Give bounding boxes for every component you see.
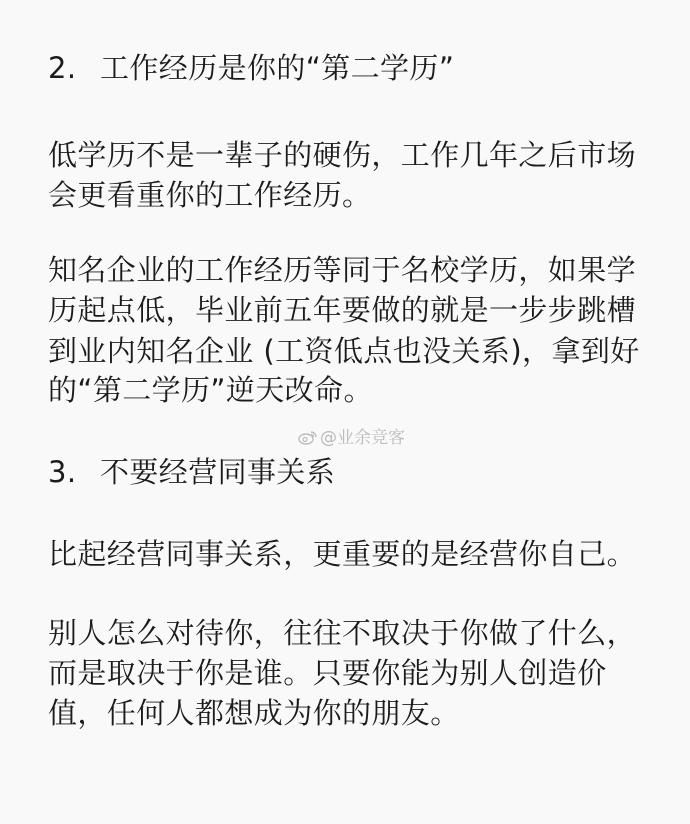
paragraph-line: 值，任何人都想成为你的朋友。 <box>48 696 460 730</box>
section-number: 2. <box>48 51 77 85</box>
section-number: 3. <box>48 455 77 489</box>
section-title: 工作经历是你的“第二学历” <box>100 51 455 85</box>
watermark-text: @业余竞客 <box>320 428 405 448</box>
paragraph-line: 到业内知名企业 (工资低点也没关系)，拿到好 <box>48 334 640 368</box>
section-heading <box>48 452 335 492</box>
paragraph-line: 而是取决于你是谁。只要你能为别人创造价 <box>48 656 607 690</box>
weibo-icon <box>298 428 318 444</box>
section-title: 不要经营同事关系 <box>100 455 336 489</box>
section-heading <box>48 48 454 88</box>
paragraph-line: 会更看重你的工作经历。 <box>48 178 372 212</box>
paragraph-line: 低学历不是一辈子的硬伤，工作几年之后市场 <box>48 138 637 172</box>
paragraph-line: 别人怎么对待你，往往不取决于你做了什么， <box>48 616 637 650</box>
paragraph-line: 知名企业的工作经历等同于名校学历，如果学 <box>48 253 637 287</box>
paragraph-line: 的“第二学历”逆天改命。 <box>48 373 373 407</box>
watermark <box>298 426 405 450</box>
paragraph-line: 比起经营同事关系，更重要的是经营你自己。 <box>48 537 637 571</box>
paragraph-line: 历起点低，毕业前五年要做的就是一步步跳槽 <box>48 293 637 327</box>
